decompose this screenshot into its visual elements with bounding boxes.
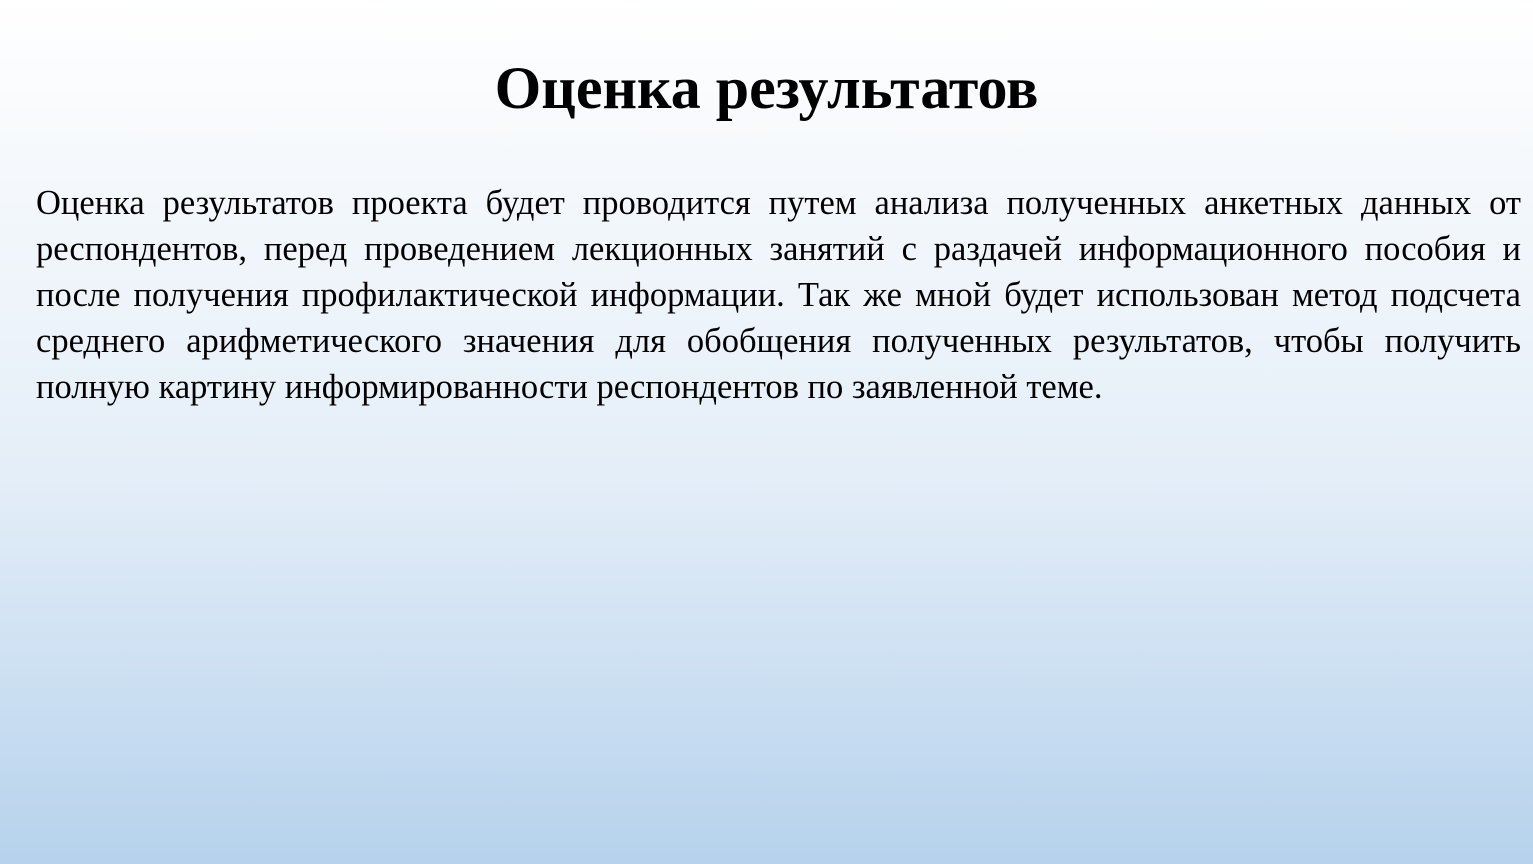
- slide-title: Оценка результатов: [494, 55, 1039, 121]
- slide-body-text: Оценка результатов проекта будет проводится путем анализа полученных анкетных данных от респондентов, перед проведением лекционных занятий с раздачей информационного пособия и после получения профилактической информации. Так же мной будет использован метод подсчета среднего арифметического значения для обобщения полученных результатов, чтобы получить полную картину информированности респондентов по заявленной теме.: [36, 184, 1521, 406]
